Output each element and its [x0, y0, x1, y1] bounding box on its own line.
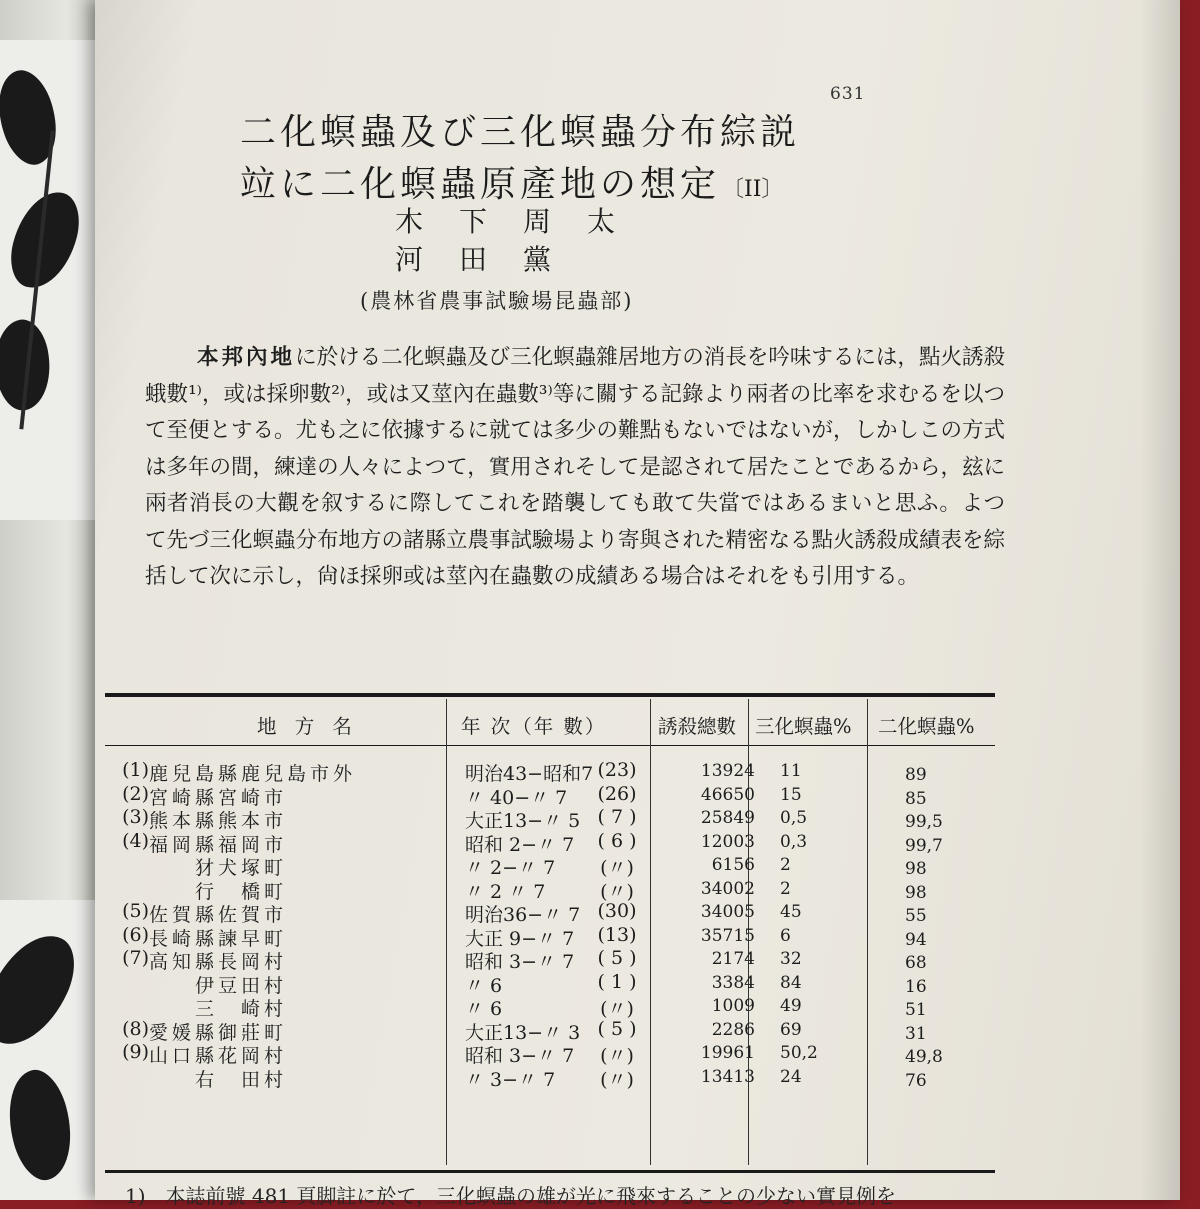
cell-sanka: 24 — [780, 1066, 802, 1087]
article-title-line2-text: 竝に二化螟蟲原產地の想定 — [240, 164, 721, 205]
cell-region: 鹿兒島縣鹿兒島市外 — [149, 763, 357, 785]
cell-nika: 98 — [905, 859, 927, 879]
cell-total: 19961 — [700, 1043, 755, 1063]
cell-period: 大正13−〃 3 — [465, 1021, 581, 1044]
cell-period: 〃 2 〃 7 — [465, 880, 546, 903]
cell-total: 1009 — [711, 996, 755, 1016]
cell-years: (〃) — [600, 998, 634, 1020]
cell-period: 昭和 3−〃 7 — [465, 951, 575, 973]
cell-region: 犲犬塚町 — [149, 857, 288, 879]
table-top-rule — [105, 693, 995, 697]
cell-total: 2174 — [711, 949, 755, 969]
cell-period: 〃 40−〃 7 — [465, 786, 568, 809]
paragraph-text: に於ける二化螟蟲及び三化螟蟲雜居地方の消長を吟味するには，點火誘殺蛾數¹⁾，或は採卵數²⁾，或は又莖內在蟲數³⁾等に關する記錄より兩者の比率を求むるを以つて至便とする。尤も之に依據するに就ては多少の難點もないではないが，しかしこの方式は多年の間，練達の人々によつて，實用されそして是認されて居たことであるから，玆に兩者消長の大觀を叙するに際してこれを踏襲しても敢て失當ではあるまいと思ふ。よつて先づ三化螟蟲分布地方の諸縣立農事試驗場より寄與された精密なる點火誘殺成績表を綜括して次に示し，尙ほ採卵或は莖內在蟲數の成績ある場合はそれをも引用する。 — [145, 345, 1006, 589]
cell-sanka: 2 — [780, 855, 791, 875]
table-row — [105, 900, 995, 926]
cell-total: 34002 — [700, 878, 755, 899]
cell-period: 〃 6 — [465, 974, 503, 997]
cell-num: (9) — [122, 1041, 149, 1063]
cell-num: (5) — [122, 900, 149, 922]
table-row — [105, 1017, 995, 1044]
table-row — [105, 970, 995, 997]
header-total: 誘殺總數 — [658, 715, 737, 738]
author-2: 河田黨 — [395, 243, 588, 276]
body-paragraph — [145, 340, 1005, 596]
cell-sanka: 49 — [780, 996, 802, 1016]
cell-region: 行 橋町 — [149, 880, 288, 903]
table-row — [105, 994, 995, 1020]
cell-nika: 51 — [905, 1000, 927, 1020]
cell-region: 右 田村 — [149, 1068, 288, 1091]
table-row — [105, 1065, 995, 1091]
cell-years: (30) — [597, 900, 637, 922]
header-nika: 二化螟蟲% — [878, 715, 975, 738]
table-row — [105, 947, 995, 973]
cell-nika: 89 — [905, 765, 927, 785]
cell-total: 35715 — [700, 925, 755, 946]
article-part-number: 〔II〕 — [722, 177, 784, 202]
cell-sanka: 2 — [780, 878, 791, 899]
cell-region: 愛媛縣御莊町 — [149, 1021, 288, 1044]
cell-num: (2) — [122, 782, 149, 805]
table-bottom-rule — [105, 1170, 995, 1173]
cell-num: (3) — [122, 806, 149, 828]
cell-sanka: 6 — [780, 925, 791, 946]
cell-sanka: 11 — [780, 761, 802, 781]
cell-sanka: 32 — [780, 949, 802, 969]
cell-period: 明治36−〃 7 — [465, 904, 581, 926]
cell-nika: 85 — [905, 788, 927, 809]
cell-years: (26) — [597, 782, 637, 805]
cell-sanka: 0,3 — [780, 831, 808, 852]
table-row — [105, 806, 995, 832]
cell-nika: 99,7 — [905, 835, 943, 856]
cell-total: 46650 — [700, 784, 755, 805]
cell-nika: 99,5 — [905, 812, 943, 832]
cell-num: (6) — [122, 923, 149, 946]
cell-total: 3384 — [711, 972, 755, 993]
cell-period: 明治43−昭和7 — [465, 763, 594, 785]
article-title-line1: 二化螟蟲及び三化螟蟲分布綜説 — [240, 112, 801, 153]
cell-region: 山口縣花岡村 — [149, 1045, 288, 1067]
cell-years: (〃) — [600, 857, 634, 879]
cell-years: ( 5 ) — [597, 1017, 637, 1040]
cell-years: (23) — [597, 759, 637, 781]
cell-num: (7) — [122, 947, 149, 969]
cell-years: ( 5 ) — [597, 947, 637, 969]
cell-sanka: 84 — [780, 972, 802, 993]
cell-total: 2286 — [711, 1019, 755, 1040]
cell-region: 福岡縣福岡市 — [149, 833, 288, 856]
lead-phrase: 本邦內地 — [197, 345, 296, 370]
cell-nika: 16 — [905, 976, 927, 997]
page-number: 631 — [830, 84, 866, 104]
leaf-photograph-lower — [0, 900, 95, 1200]
cell-nika: 49,8 — [905, 1047, 943, 1067]
table-row — [105, 829, 995, 856]
cell-total: 34005 — [700, 902, 755, 922]
header-period: 年 次（年 數） — [461, 715, 607, 738]
cell-nika: 94 — [905, 929, 927, 950]
cell-total: 6156 — [711, 855, 755, 875]
cell-nika: 76 — [905, 1070, 927, 1091]
footnote: 1) 本誌前號 481 頁脚註に於て，三化螟蟲の雄が光に飛來することの少ない實見例を — [125, 1184, 897, 1208]
cell-total: 12003 — [700, 831, 755, 852]
cell-sanka: 45 — [780, 902, 802, 922]
cell-region: 三 崎村 — [149, 998, 288, 1020]
cell-years: ( 7 ) — [597, 806, 637, 828]
cell-sanka: 69 — [780, 1019, 802, 1040]
header-sanka: 三化螟蟲% — [755, 715, 852, 738]
cell-period: 昭和 3−〃 7 — [465, 1045, 575, 1067]
cell-region: 熊本縣熊本市 — [149, 810, 288, 832]
cell-period: 〃 3−〃 7 — [465, 1068, 556, 1091]
table-row — [105, 877, 995, 903]
cell-nika: 55 — [905, 906, 927, 926]
cell-sanka: 0,5 — [780, 808, 808, 828]
cell-period: 〃 6 — [465, 998, 503, 1020]
cell-years: (〃) — [600, 880, 634, 903]
cell-years: ( 1 ) — [597, 970, 637, 993]
cell-period: 大正13−〃 5 — [465, 810, 581, 832]
cell-nika: 98 — [905, 882, 927, 903]
cell-total: 13413 — [700, 1066, 755, 1087]
cell-region: 高知縣長岡村 — [149, 951, 288, 973]
cell-num: (8) — [122, 1017, 149, 1040]
table-row — [105, 923, 995, 950]
table-row — [105, 853, 995, 879]
cell-region: 佐賀縣佐賀市 — [149, 904, 288, 926]
cell-region: 伊豆田村 — [149, 974, 288, 997]
table-row — [105, 759, 995, 785]
cell-sanka: 15 — [780, 784, 802, 805]
cell-period: 〃 2−〃 7 — [465, 857, 556, 879]
cell-nika: 31 — [905, 1023, 927, 1044]
cell-total: 13924 — [700, 761, 755, 781]
cell-region: 宮崎縣宮崎市 — [149, 786, 288, 809]
cell-sanka: 50,2 — [780, 1043, 818, 1063]
cell-years: (13) — [597, 923, 637, 946]
facing-page — [0, 0, 110, 1200]
cell-period: 大正 9−〃 7 — [465, 927, 575, 950]
table-header-rule — [105, 745, 995, 746]
header-region: 地 方 名 — [257, 715, 358, 738]
cell-num: (1) — [122, 759, 149, 781]
cell-total: 25849 — [700, 808, 755, 828]
cell-nika: 68 — [905, 953, 927, 973]
leaf-photograph — [0, 40, 95, 520]
cell-num: (4) — [122, 829, 149, 852]
table-row — [105, 1041, 995, 1067]
author-1: 木下周太 — [395, 205, 652, 238]
cell-years: (〃) — [600, 1068, 634, 1091]
table-row — [105, 782, 995, 809]
cell-period: 昭和 2−〃 7 — [465, 833, 575, 856]
affiliation: (農林省農事試驗場昆蟲部) — [360, 289, 634, 313]
cell-region: 長崎縣諫早町 — [149, 927, 288, 950]
cell-years: ( 6 ) — [597, 829, 637, 852]
cell-years: (〃) — [600, 1045, 634, 1067]
